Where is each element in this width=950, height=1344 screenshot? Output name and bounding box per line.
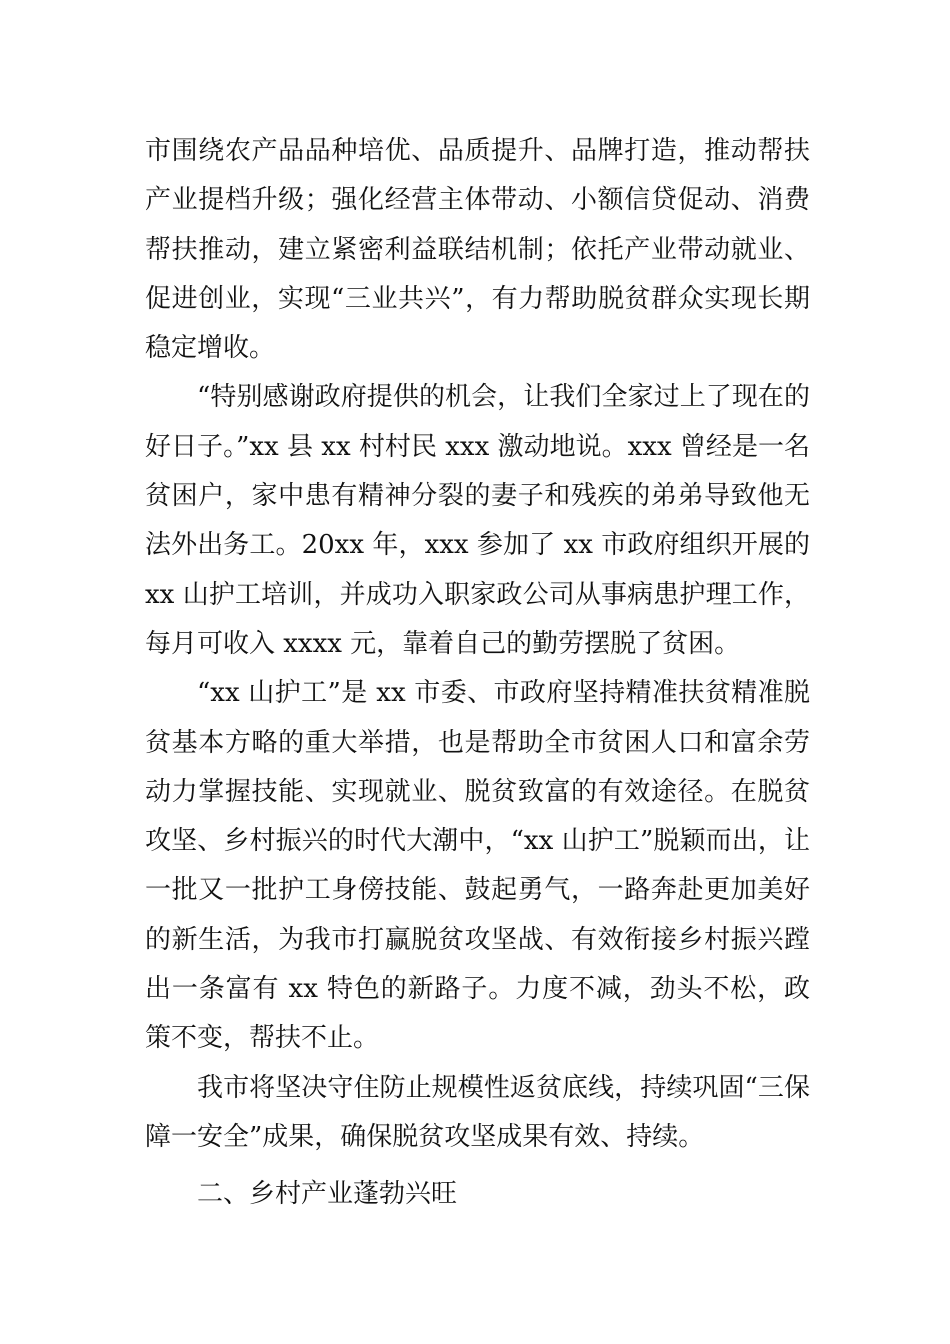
section-heading: 二、乡村产业蓬勃兴旺 [197, 1179, 458, 1210]
document-body [145, 127, 810, 1220]
paragraph-villager-quote: “特别感谢政府提供的机会，让我们全家过上了现在的好日子。”xx 县 xx 村村民 xxx 激动地说。xxx 曾经是一名贫困户，家中患有精神分裂的妻子和残疾的弟弟导致他无法外出务工。20xx 年，xxx 参加了 xx 市政府组织开展的 xx 山护工培训，并成功入职家政公司从事病患护理工作，每月可收入 xxxx 元，靠着自己的勤劳摆脱了贫困。 [145, 382, 810, 659]
paragraph-nursing-program: “xx 山护工”是 xx 市委、市政府坚持精准扶贫精准脱贫基本方略的重大举措，也是帮助全市贫困人口和富余劳动力掌握技能、实现就业、脱贫致富的有效途径。在脱贫攻坚、乡村振兴的时代大潮中，“xx 山护工”脱颖而出，让一批又一批护工身傍技能、鼓起勇气，一路奔赴更加美好的新生活，为我市打赢脱贫攻坚战、有效衔接乡村振兴蹚出一条富有 xx 特色的新路子。力度不减，劲头不松，政策不变，帮扶不止。 [145, 678, 810, 1054]
paragraph-continuation: 市围绕农产品品种培优、品质提升、品牌打造，推动帮扶产业提档升级；强化经营主体带动、小额信贷促动、消费帮扶推动，建立紧密利益联结机制；依托产业带动就业、促进创业，实现“三业共兴”，有力帮助脱贫群众实现长期稳定增收。 [145, 136, 810, 364]
paragraph-poverty-safeguard: 我市将坚决守住防止规模性返贫底线，持续巩固“三保障一安全”成果，确保脱贫攻坚成果有效、持续。 [145, 1072, 810, 1152]
